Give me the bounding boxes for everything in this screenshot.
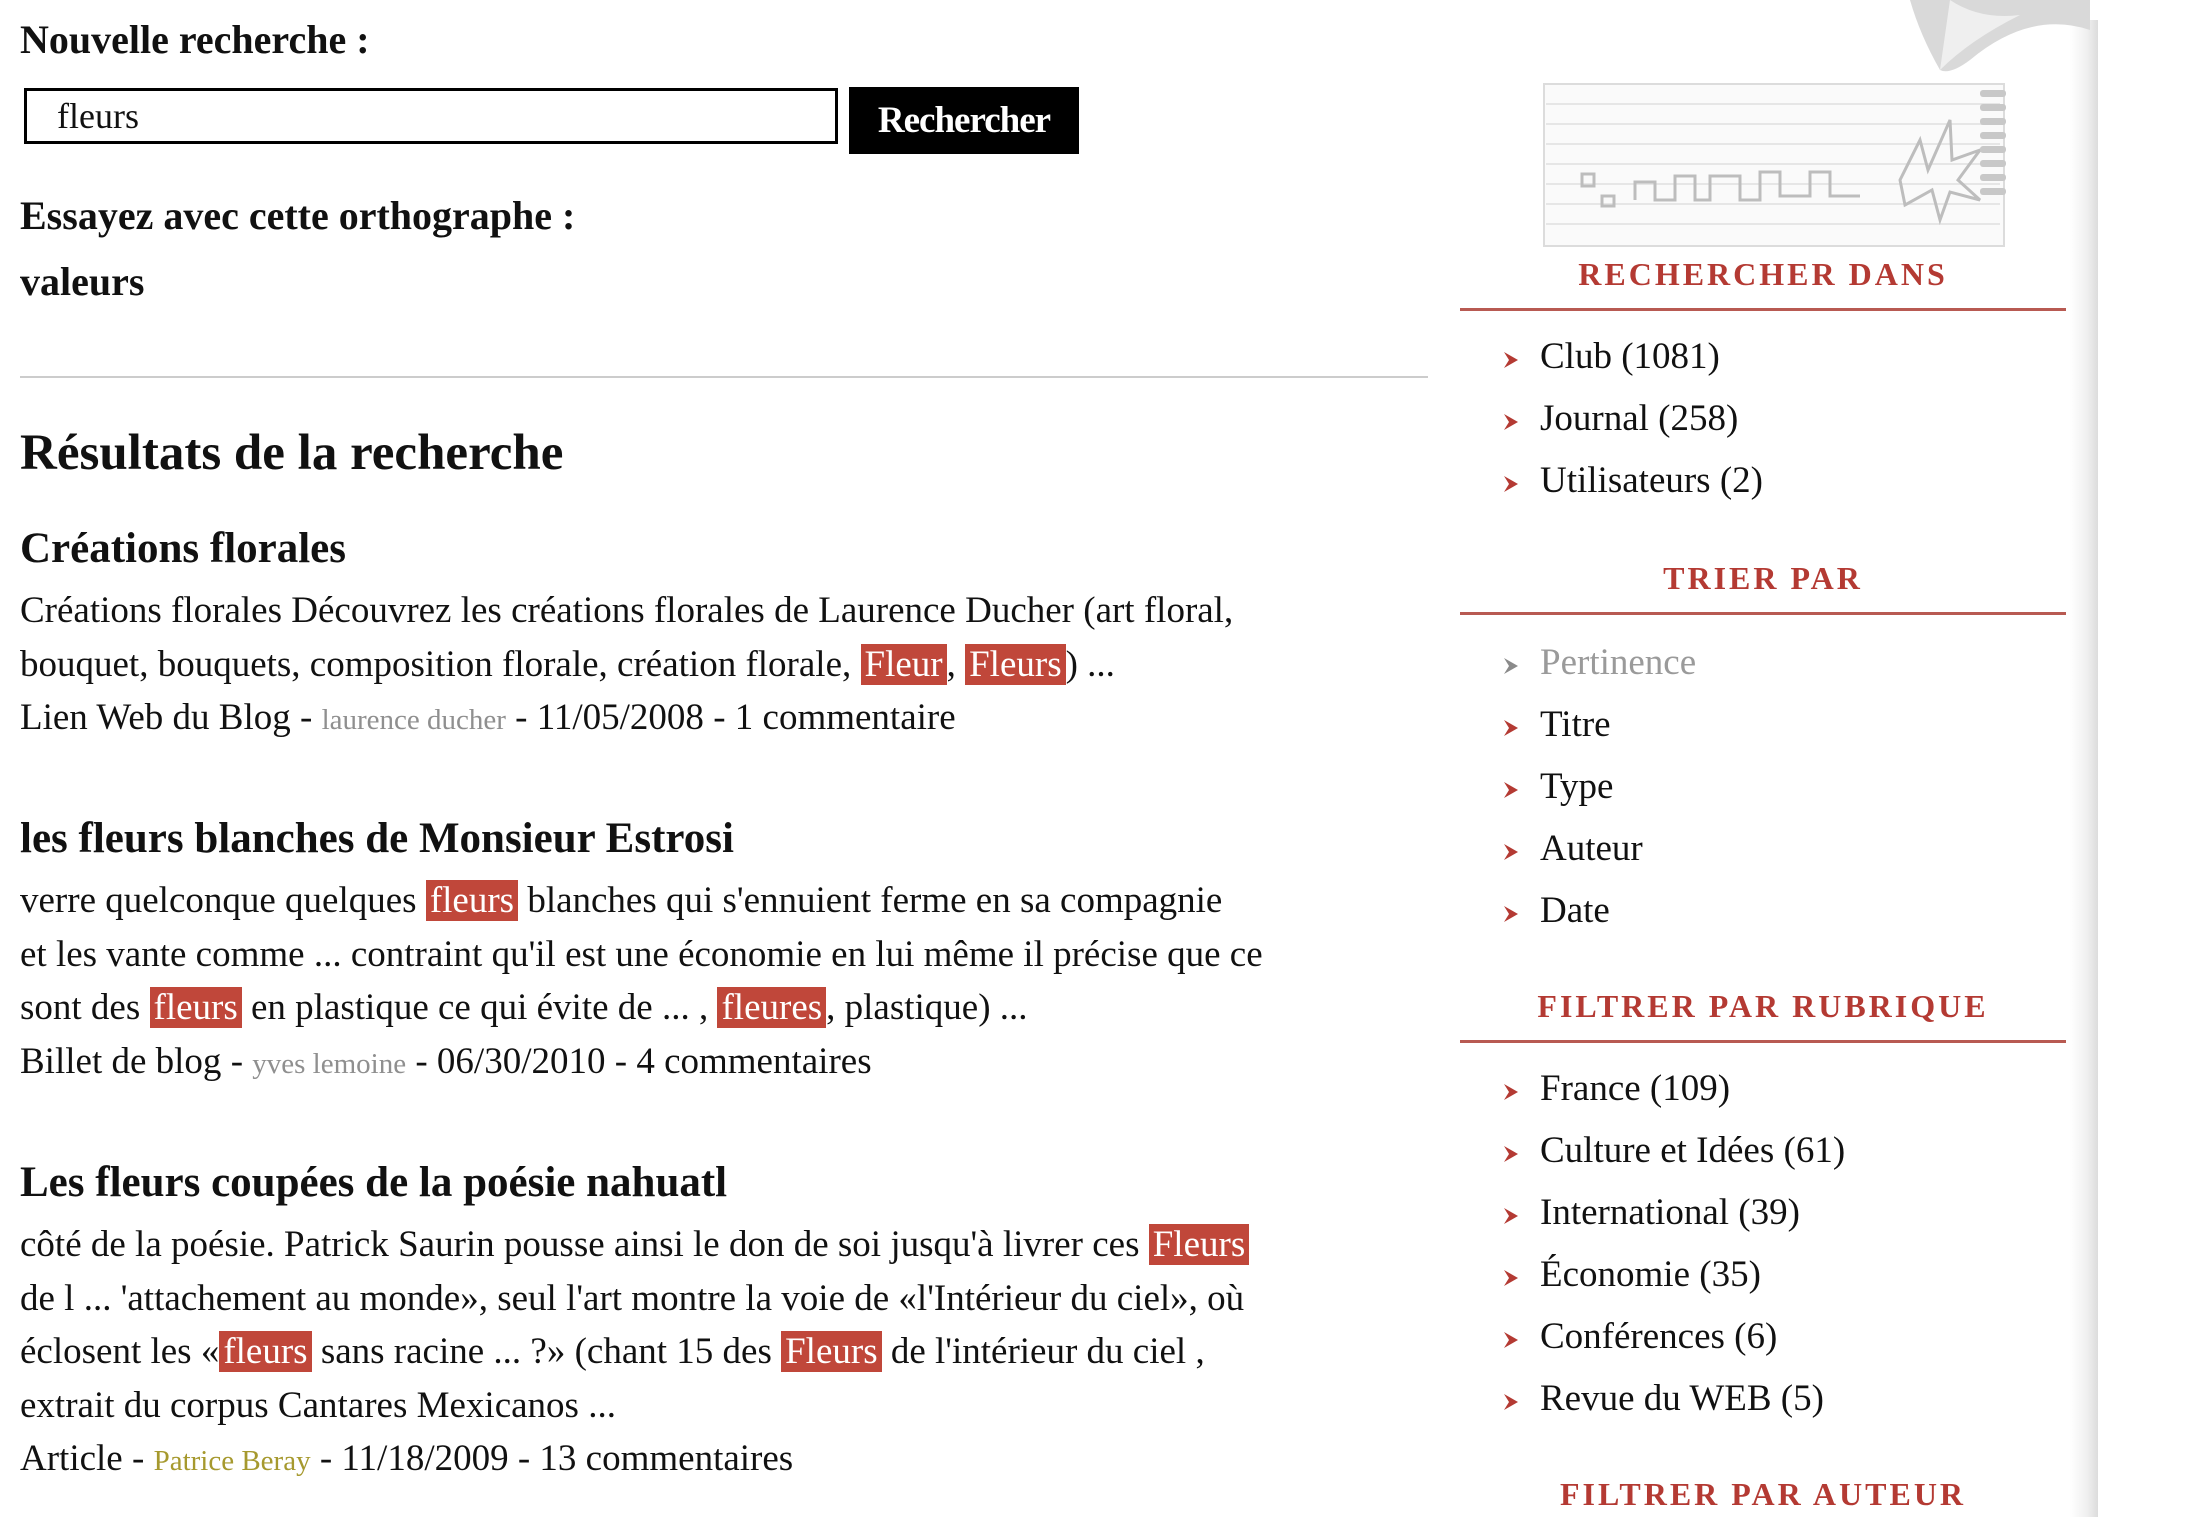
sort-by-type[interactable] <box>1500 765 1613 809</box>
search-result <box>20 1156 1435 1489</box>
sort-label: Titre <box>1540 704 1611 745</box>
snippet-text: en plastique ce qui évite de ... , <box>241 987 718 1028</box>
result-type: Article <box>20 1438 123 1479</box>
search-button[interactable]: Rechercher <box>849 87 1079 154</box>
keyword-highlight: fleures <box>717 987 826 1028</box>
result-author-link[interactable]: Patrice Beray <box>153 1445 311 1477</box>
spelling-suggestion-link[interactable]: valeurs <box>20 259 145 304</box>
divider <box>20 376 1428 378</box>
snippet-text: blanches qui s'ennuient ferme en sa compagnie <box>518 880 1223 921</box>
snippet-text: bouquet, bouquets, composition florale, création florale, <box>20 643 861 685</box>
snippet-line: Créations florales Découvrez les créations florales de Laurence Ducher (art floral, <box>20 590 1234 631</box>
sort-by-date[interactable] <box>1500 889 1610 933</box>
snippet-text: sans racine ... ?» (chant 15 des <box>311 1331 782 1372</box>
snippet-line <box>20 874 1435 928</box>
result-snippet <box>20 874 1435 1035</box>
keyword-highlight: fleurs <box>219 1331 311 1372</box>
sort-relevance-active <box>1500 641 1696 685</box>
search-in-club[interactable] <box>1500 335 1720 379</box>
result-snippet <box>20 1218 1435 1432</box>
filter-label: International (39) <box>1540 1192 1800 1233</box>
filter-label: Conférences (6) <box>1540 1316 1778 1357</box>
filter-label: Club (1081) <box>1540 336 1720 377</box>
result-comments: 1 commentaire <box>734 697 956 738</box>
filter-label: Journal (258) <box>1540 398 1739 439</box>
result-type: Billet de blog <box>20 1040 222 1082</box>
chevron-right-icon <box>1500 1143 1522 1165</box>
result-date: 11/05/2008 <box>536 697 704 738</box>
search-input[interactable] <box>24 88 838 144</box>
chevron-right-icon <box>1500 1081 1522 1103</box>
chevron-right-icon <box>1500 717 1522 739</box>
snippet-text: sont des <box>20 987 150 1028</box>
chevron-right-icon <box>1500 1205 1522 1227</box>
chevron-right-icon <box>1500 473 1522 495</box>
keyword-highlight: Fleurs <box>781 1331 882 1372</box>
filter-section-international[interactable] <box>1500 1191 1800 1235</box>
snippet-text: , plastique) ... <box>826 987 1028 1028</box>
sort-label: Date <box>1540 890 1610 931</box>
chevron-right-icon <box>1500 1267 1522 1289</box>
page-curl-decoration <box>1880 0 2090 80</box>
keyword-highlight: fleurs <box>426 880 518 921</box>
sort-by-author[interactable] <box>1500 827 1643 871</box>
filter-label: France (109) <box>1540 1068 1731 1109</box>
chevron-right-icon <box>1500 411 1522 433</box>
snippet-text: de l'intérieur du ciel , <box>881 1331 1205 1372</box>
filter-label: Économie (35) <box>1540 1254 1761 1295</box>
sort-label: Pertinence <box>1540 642 1697 683</box>
chevron-right-icon <box>1500 1391 1522 1413</box>
filter-section-revue-web[interactable] <box>1500 1377 1824 1421</box>
result-date: 06/30/2010 <box>436 1040 606 1082</box>
snippet-line: de l ... 'attachement au monde», seul l'art montre la voie de «l'Intérieur du ciel», où <box>20 1277 1245 1319</box>
result-type: Lien Web du Blog <box>20 697 291 738</box>
chevron-right-icon <box>1500 779 1522 801</box>
sort-label: Auteur <box>1540 828 1643 869</box>
filter-section-france[interactable] <box>1500 1067 1730 1111</box>
notebook-illustration <box>1540 80 2015 250</box>
snippet-text: éclosent les « <box>20 1331 220 1372</box>
sort-by-title[interactable] <box>1500 703 1611 747</box>
result-comments: 13 commentaires <box>539 1438 794 1479</box>
result-title-link[interactable]: les fleurs blanches de Monsieur Estrosi <box>20 815 734 862</box>
heading-rule <box>1460 308 2066 311</box>
snippet-line <box>20 638 1435 692</box>
filter-label: Culture et Idées (61) <box>1540 1130 1846 1171</box>
snippet-text: ) ... <box>1065 643 1115 685</box>
chevron-right-gray-icon <box>1500 655 1522 677</box>
search-in-heading: RECHERCHER DANS <box>1578 256 1948 292</box>
filter-section-economie[interactable] <box>1500 1253 1761 1297</box>
result-date: 11/18/2009 <box>341 1438 509 1479</box>
chevron-right-icon <box>1500 1329 1522 1351</box>
result-title-link[interactable]: Les fleurs coupées de la poésie nahuatl <box>20 1159 728 1206</box>
keyword-highlight: Fleurs <box>965 644 1066 685</box>
chevron-right-icon <box>1500 903 1522 925</box>
heading-rule <box>1460 1040 2066 1043</box>
result-author-link[interactable]: laurence ducher <box>321 704 506 736</box>
filter-section-conferences[interactable] <box>1500 1315 1777 1359</box>
snippet-text: côté de la poésie. Patrick Saurin pousse ainsi le don de soi jusqu'à livrer ces <box>20 1224 1149 1265</box>
filter-section-heading: FILTRER PAR RUBRIQUE <box>1537 988 1989 1024</box>
new-search-label: Nouvelle recherche : <box>20 17 370 62</box>
search-result <box>20 522 1435 748</box>
filter-section-culture[interactable] <box>1500 1129 1845 1173</box>
results-heading: Résultats de la recherche <box>20 425 564 481</box>
filter-author-heading: FILTRER PAR AUTEUR <box>1559 1476 1967 1512</box>
result-meta: Lien Web du Blog - laurence ducher - 11/05/2008 - 1 commentaire <box>20 697 956 738</box>
spelling-suggestion-label: Essayez avec cette orthographe : <box>20 193 576 238</box>
result-snippet <box>20 584 1435 691</box>
sort-by-heading: TRIER PAR <box>1663 560 1863 596</box>
keyword-highlight: fleurs <box>150 987 242 1028</box>
keyword-highlight: Fleur <box>861 644 947 685</box>
search-in-journal[interactable] <box>1500 397 1738 441</box>
heading-rule <box>1460 612 2066 615</box>
search-in-users[interactable] <box>1500 459 1763 503</box>
result-title-link[interactable]: Créations florales <box>20 525 347 572</box>
result-meta: Billet de blog - yves lemoine - 06/30/2010 - 4 commentaires <box>20 1040 872 1082</box>
sort-label: Type <box>1540 766 1614 807</box>
result-comments: 4 commentaires <box>636 1040 872 1082</box>
filter-label: Revue du WEB (5) <box>1540 1378 1824 1419</box>
snippet-line <box>20 981 1435 1035</box>
snippet-text: , <box>946 643 966 685</box>
snippet-line <box>20 1325 1435 1379</box>
chevron-right-icon <box>1500 349 1522 371</box>
snippet-line: et les vante comme ... contraint qu'il est une économie en lui même il précise que ce <box>20 933 1263 975</box>
keyword-highlight: Fleurs <box>1149 1224 1250 1265</box>
snippet-line <box>20 1218 1435 1272</box>
snippet-line: extrait du corpus Cantares Mexicanos ... <box>20 1384 616 1426</box>
chevron-right-icon <box>1500 841 1522 863</box>
sidebar-shadow-edge <box>2070 20 2098 1517</box>
filter-label: Utilisateurs (2) <box>1540 460 1763 501</box>
result-meta: Article - Patrice Beray - 11/18/2009 - 13 commentaires <box>20 1438 794 1479</box>
search-result <box>20 812 1435 1091</box>
result-author-link[interactable]: yves lemoine <box>252 1047 407 1080</box>
snippet-text: verre quelconque quelques <box>20 880 426 921</box>
